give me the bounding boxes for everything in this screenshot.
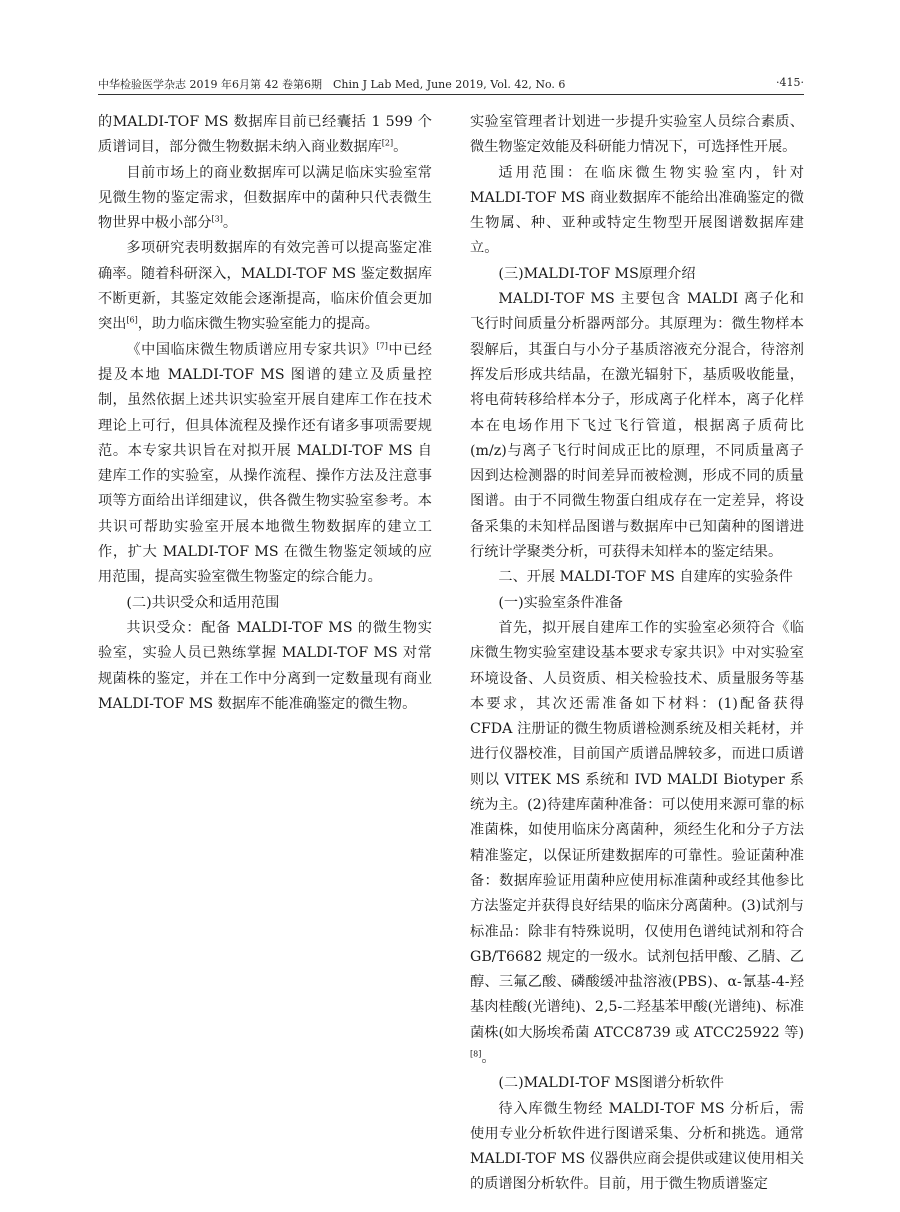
paragraph [98,110,432,161]
right-column [470,110,804,1198]
paragraph-text: 首先，拟开展自建库工作的实验室必须符合《临床微生物实验室建设基本要求专家共识》中对实验室环境设备、人员资质、相关检验技术、质量服务等基本要求，其次还需准备如下材料：(1)配备获得 CFDA 注册证的微生物质谱检测系统及相关耗材，并进行仪器校准，目前国产质谱品牌较多，而进口质谱则以 VITEK MS 系统和 IVD MALDI Biotyper 系统为主。(2)待建库菌种准备：可以使用来源可靠的标准菌株，如使用临床分离菌种，须经生化和分子方法精准鉴定，以保证所建数据库的可靠性。验证菌种准备：数据库验证用菌种应使用标准菌种或经其他参比方法鉴定并获得良好结果的临床分离菌种。(3)试剂与标准品：除非有特殊说明，仅使用色谱纯试剂和符合 GB/T6682 规定的一级水。试剂包括甲酸、乙腈、乙醇、三氟乙酸、磷酸缓冲盐溶液(PBS)、α-氰基-4-羟基肉桂酸(光谱纯)、2,5-二羟基苯甲酸(光谱纯)、标准菌株(如大肠埃希菌 ATCC8739 或 ATCC25922 等) [470,619,804,1041]
paragraph-text: (二)MALDI-TOF MS图谱分析软件 [498,1075,724,1092]
paragraph [98,616,432,717]
paragraph [470,287,804,565]
paragraph-text: 《中国临床微生物质谱应用专家共识》 [126,341,377,358]
paragraph-text: 实验室管理者计划进一步提升实验室人员综合素质、微生物鉴定效能及科研能力情况下，可选择性开展。 [470,114,804,156]
paragraph-text: 的MALDI-TOF MS 数据库目前已经囊括 1 599 个质谱词目，部分微生物数据未纳入商业数据库 [98,114,432,156]
paragraph-tail: 。 [481,1049,496,1066]
paragraph [470,1071,804,1096]
paragraph-text: MALDI-TOF MS 主要包含 MALDI 离子化和飞行时间质量分析器两部分。其原理为：微生物样本裂解后，其蛋白与小分子基质溶液充分混合，待溶剂挥发后形成共结晶，在激光辐射下，基质吸收能量，将电荷转移给样本分子，形成离子化样本，离子化样本在电场作用下飞过飞行管道，根据离子质荷比(m/z)与离子飞行时间成正比的原理，不同质量离子因到达检测器的时间差异而被检测，形成不同的质量图谱。由于不同微生物蛋白组成存在一定差异，将设备采集的未知样品图谱与数据库中已知菌种的图谱进行统计学聚类分析，可获得未知样本的鉴定结果。 [470,291,804,561]
paragraph [470,161,804,262]
paragraph-text: (二)共识受众和适用范围 [126,594,280,611]
paragraph [470,616,804,1071]
paragraph [470,1097,804,1198]
journal-citation: 中华检验医学杂志 2019 年6月第 42 卷第6期 Chin J Lab Med, June 2019, Vol. 42, No. 6 [98,78,566,91]
citation-ref: [2] [381,138,394,148]
paragraph [98,338,432,591]
paragraph [470,110,804,161]
paragraph [98,591,432,616]
paragraph-text: 目前市场上的商业数据库可以满足临床实验室常见微生物的鉴定需求，但数据库中的菌种只代表微生物世界中极小部分 [98,164,432,232]
paragraph-tail: ，助力临床微生物实验室能力的提高。 [137,316,379,333]
citation-ref: [3] [211,214,223,224]
paragraph-text: 共识受众：配备 MALDI-TOF MS 的微生物实验室，实验人员已熟练掌握 MALDI-TOF MS 对常规菌株的鉴定，并在工作中分离到一定数量现有商业 MALDI-TOF MS 数据库不能准确鉴定的微生物。 [98,619,432,712]
running-header [98,70,804,92]
paragraph-text: 待入库微生物经 MALDI-TOF MS 分析后，需使用专业分析软件进行图谱采集、分析和挑选。通常 MALDI-TOF MS 仪器供应商会提供或建议使用相关的质谱图分析软件。目前，用于微生物质谱鉴定 [470,1100,804,1193]
citation-ref: [8] [470,1049,482,1059]
header-rule [98,94,804,95]
paragraph-text: 多项研究表明数据库的有效完善可以提高鉴定准确率。随着科研深入，MALDI-TOF MS 鉴定数据库不断更新，其鉴定效能会逐渐提高，临床价值会更加突出 [98,240,432,333]
paragraph [98,236,432,337]
paragraph-text: 适用范围：在临床微生物实验室内，针对 MALDI-TOF MS 商业数据库不能给出准确鉴定的微生物属、种、亚种或特定生物型开展图谱数据库建立。 [470,164,804,257]
paragraph [470,565,804,590]
citation-ref: [7] [376,340,388,350]
left-column [98,110,432,717]
paragraph [98,161,432,237]
paragraph-tail: 。 [222,215,238,232]
citation-ref: [6] [126,315,138,325]
page-number: ·415· [776,76,804,89]
paragraph [470,262,804,287]
paragraph [470,591,804,616]
paragraph-tail: 中已经提及本地 MALDI-TOF MS 图谱的建立及质量控制，虽然依据上述共识实验室开展自建库工作在技术理论上可行，但具体流程及操作还有诸多事项需要规范。本专家共识旨在对拟开展 MALDI-TOF MS 自建库工作的实验室，从操作流程、操作方法及注意事项等方面给出详细建议，供各微生物实验室参考。本共识可帮助实验室开展本地微生物数据库的建立工作，扩大 MALDI-TOF MS 在微生物鉴定领域的应用范围，提高实验室微生物鉴定的综合能力。 [98,341,432,586]
paragraph-text: (一)实验室条件准备 [498,594,623,611]
paragraph-text: (三)MALDI-TOF MS原理介绍 [498,265,696,282]
paragraph-text: 二、开展 MALDI-TOF MS 自建库的实验条件 [498,569,793,586]
paragraph-tail: 。 [393,139,408,156]
